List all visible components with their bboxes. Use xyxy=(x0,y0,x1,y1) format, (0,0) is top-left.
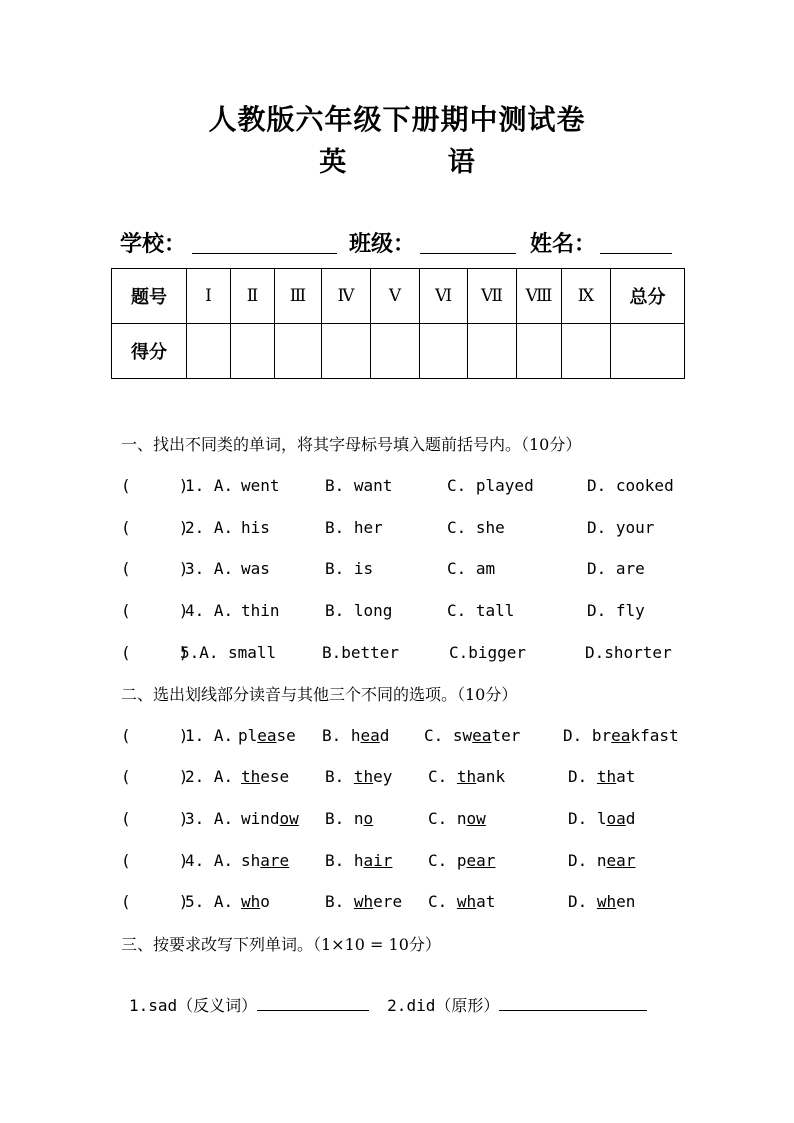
underlined-letters: ow xyxy=(279,809,299,828)
question-number: 3. A. xyxy=(185,809,234,828)
question-number: 4. A. xyxy=(185,601,234,620)
option-c xyxy=(428,809,486,828)
option-text: d xyxy=(379,726,390,745)
option-b xyxy=(325,767,392,786)
option-d xyxy=(568,892,635,911)
option-c xyxy=(428,851,495,870)
underlined-letters: ear xyxy=(606,851,636,870)
option-c: C. she xyxy=(447,518,505,537)
option-text: C. xyxy=(428,767,457,786)
option-d: D. are xyxy=(587,559,645,578)
option-b: B. want xyxy=(325,476,393,495)
item-2-answer-field[interactable] xyxy=(499,996,647,1011)
answer-bracket[interactable]: ( ) xyxy=(121,809,189,828)
option-text: B. h xyxy=(325,851,364,870)
question-row xyxy=(0,518,794,540)
underlined-letters: th xyxy=(596,767,617,786)
class-label: 班级： xyxy=(349,231,416,257)
underlined-letters: th xyxy=(353,767,374,786)
col-4: Ⅳ xyxy=(322,269,371,324)
underlined-letters: ea xyxy=(611,726,631,745)
score-table xyxy=(111,268,685,379)
item-2-label: 2.did（原形） xyxy=(387,996,500,1015)
question-row xyxy=(0,767,794,789)
subject-title: 英 语 xyxy=(319,147,521,178)
score-cell[interactable] xyxy=(468,324,517,379)
answer-bracket[interactable]: ( ) xyxy=(121,601,189,620)
score-row xyxy=(112,324,685,379)
option-b: B. is xyxy=(325,559,374,578)
option-a: thin xyxy=(241,601,280,620)
answer-bracket[interactable]: ( ) xyxy=(121,476,189,495)
option-text: C. xyxy=(428,892,457,911)
question-row xyxy=(0,726,794,748)
score-cell[interactable] xyxy=(517,324,562,379)
option-a: went xyxy=(241,476,280,495)
score-cell[interactable] xyxy=(322,324,371,379)
option-text: D. br xyxy=(563,726,612,745)
option-text: at xyxy=(616,767,636,786)
option-text: B. xyxy=(325,767,354,786)
underlined-letters: wh xyxy=(353,892,374,911)
option-c: C.bigger xyxy=(449,643,527,662)
option-text: ere xyxy=(373,892,403,911)
underlined-letters: ea xyxy=(360,726,380,745)
option-text: ank xyxy=(476,767,506,786)
option-b: B. long xyxy=(325,601,393,620)
answer-bracket[interactable]: ( ) xyxy=(121,726,189,745)
option-text: at xyxy=(476,892,496,911)
question-number: 2. A. xyxy=(185,518,234,537)
class-field[interactable] xyxy=(420,253,516,254)
question-row xyxy=(0,559,794,581)
option-text: kfast xyxy=(630,726,679,745)
option-c: C. tall xyxy=(447,601,515,620)
underlined-letters: wh xyxy=(456,892,477,911)
option-a: his xyxy=(241,518,270,537)
question-row xyxy=(0,601,794,623)
option-d xyxy=(568,809,635,828)
answer-bracket[interactable]: ( ) xyxy=(121,643,189,662)
option-text: d xyxy=(625,809,636,828)
question-row xyxy=(0,892,794,914)
option-text: B. xyxy=(325,892,354,911)
option-a xyxy=(241,892,270,911)
answer-bracket[interactable]: ( ) xyxy=(121,892,189,911)
question-number: 3. A. xyxy=(185,559,234,578)
col-6: Ⅵ xyxy=(420,269,468,324)
col-2: Ⅱ xyxy=(231,269,275,324)
option-text: pl xyxy=(238,726,258,745)
option-a xyxy=(238,726,296,745)
option-text: B. h xyxy=(322,726,361,745)
col-1: Ⅰ xyxy=(187,269,231,324)
section3-row xyxy=(121,975,647,1016)
question-number: 1. A. xyxy=(185,476,234,495)
underlined-letters: ea xyxy=(472,726,492,745)
col-9: Ⅸ xyxy=(562,269,611,324)
option-b xyxy=(322,726,389,745)
page-title: 人教版六年级下册期中测试卷 xyxy=(208,103,586,136)
option-d xyxy=(568,767,635,786)
underlined-letters: ow xyxy=(466,809,486,828)
underlined-letters: wh xyxy=(596,892,617,911)
section1-heading: 一、找出不同类的单词，将其字母标号填入题前括号内。（10分） xyxy=(121,435,582,454)
option-text: D. xyxy=(568,767,597,786)
question-row xyxy=(0,851,794,873)
underlined-letters: th xyxy=(241,767,261,786)
option-text: en xyxy=(616,892,636,911)
option-d xyxy=(563,726,679,745)
option-a: small xyxy=(228,643,277,662)
option-text: se xyxy=(276,726,296,745)
question-number: 5.A. xyxy=(180,643,219,662)
score-cell[interactable] xyxy=(371,324,420,379)
option-c xyxy=(424,726,520,745)
option-text: C. p xyxy=(428,851,467,870)
question-number: 2. A. xyxy=(185,767,234,786)
option-c xyxy=(428,892,495,911)
option-b: B. her xyxy=(325,518,383,537)
option-text: ey xyxy=(373,767,393,786)
option-text: wind xyxy=(241,809,280,828)
option-text: D. n xyxy=(568,851,607,870)
option-a: was xyxy=(241,559,270,578)
question-row xyxy=(0,809,794,831)
option-a xyxy=(241,851,289,870)
section2-heading: 二、选出划线部分读音与其他三个不同的选项。（10分） xyxy=(121,685,518,704)
underlined-letters: ear xyxy=(466,851,496,870)
option-b: B.better xyxy=(322,643,400,662)
score-label: 得分 xyxy=(112,324,187,379)
section3-heading: 三、按要求改写下列单词。（1×10 = 10分） xyxy=(121,935,441,954)
name-label: 姓名： xyxy=(530,231,597,257)
option-d: D. your xyxy=(587,518,655,537)
score-cell[interactable] xyxy=(187,324,231,379)
question-row xyxy=(0,476,794,498)
answer-bracket[interactable]: ( ) xyxy=(121,559,189,578)
option-text: ter xyxy=(491,726,521,745)
option-c: C. played xyxy=(447,476,534,495)
option-d xyxy=(568,851,635,870)
score-cell[interactable] xyxy=(231,324,275,379)
col-3: Ⅲ xyxy=(275,269,322,324)
underlined-letters: are xyxy=(260,851,290,870)
option-b xyxy=(325,851,392,870)
underlined-letters: air xyxy=(363,851,393,870)
student-info-row xyxy=(120,227,680,261)
item-1-answer-field[interactable] xyxy=(257,996,369,1011)
option-text: ese xyxy=(260,767,290,786)
col-7: Ⅶ xyxy=(468,269,517,324)
answer-bracket[interactable]: ( ) xyxy=(121,767,189,786)
option-a xyxy=(241,809,299,828)
question-number: 1. A. xyxy=(185,726,234,745)
score-cell[interactable] xyxy=(275,324,322,379)
option-a xyxy=(241,767,289,786)
school-field[interactable] xyxy=(192,253,337,254)
score-cell[interactable] xyxy=(420,324,468,379)
col-8: Ⅷ xyxy=(517,269,562,324)
option-text: B. n xyxy=(325,809,364,828)
option-d: D.shorter xyxy=(585,643,672,662)
total-label: 总分 xyxy=(611,269,685,324)
option-text: sh xyxy=(241,851,261,870)
col-5: Ⅴ xyxy=(371,269,420,324)
answer-bracket[interactable]: ( ) xyxy=(121,851,189,870)
underlined-letters: th xyxy=(456,767,477,786)
option-b xyxy=(325,809,373,828)
option-text: C. sw xyxy=(424,726,473,745)
question-row xyxy=(0,643,794,665)
name-field[interactable] xyxy=(600,253,672,254)
underlined-letters: wh xyxy=(241,892,261,911)
underlined-letters: o xyxy=(363,809,374,828)
option-text: D. l xyxy=(568,809,607,828)
question-number: 4. A. xyxy=(185,851,234,870)
answer-bracket[interactable]: ( ) xyxy=(121,518,189,537)
underlined-letters: oa xyxy=(606,809,626,828)
school-label: 学校： xyxy=(120,231,187,257)
option-c xyxy=(428,767,505,786)
score-cell[interactable] xyxy=(562,324,611,379)
question-number: 5. A. xyxy=(185,892,234,911)
item-1-label: 1.sad（反义词） xyxy=(129,996,258,1015)
question-number-label: 题号 xyxy=(112,269,187,324)
option-text: o xyxy=(260,892,270,911)
score-cell[interactable] xyxy=(611,324,685,379)
option-c: C. am xyxy=(447,559,496,578)
option-b xyxy=(325,892,402,911)
option-text: D. xyxy=(568,892,597,911)
underlined-letters: ea xyxy=(257,726,277,745)
option-d: D. fly xyxy=(587,601,645,620)
option-d: D. cooked xyxy=(587,476,674,495)
option-text: C. n xyxy=(428,809,467,828)
question-number-row xyxy=(112,269,685,324)
